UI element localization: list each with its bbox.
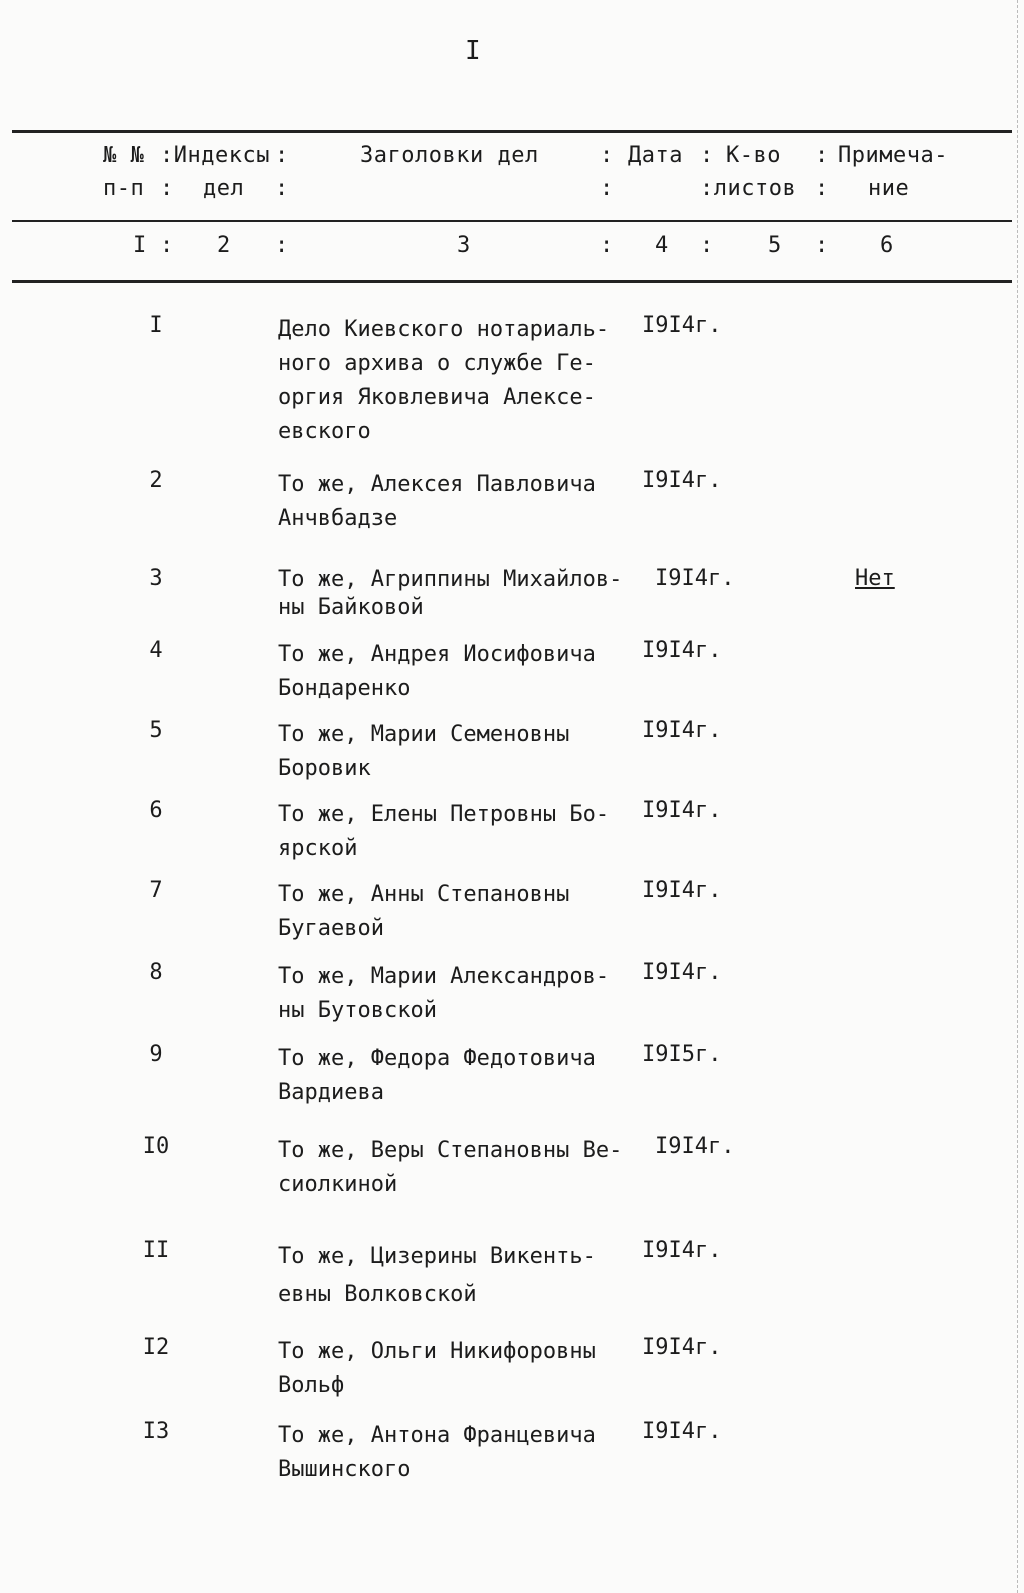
col-number: 4	[655, 233, 669, 258]
title-line: То же, Анны Степановны	[278, 882, 570, 907]
row-title	[278, 1042, 658, 1110]
col-number: 5	[768, 233, 782, 258]
title-line: Анчвбадзе	[278, 506, 398, 531]
title-line: То же, Цизерины Викенть-	[278, 1244, 596, 1269]
row-date: I9I4г.	[642, 878, 722, 903]
title-line: Боровик	[278, 756, 371, 781]
title-line: ны Бутовской	[278, 998, 437, 1023]
header-sep: :	[600, 176, 614, 201]
title-line: ярской	[278, 836, 358, 861]
row-number: I3	[142, 1419, 170, 1444]
header-index-sub: дел	[203, 176, 245, 201]
row-date: I9I4г.	[642, 638, 722, 663]
row-date: I9I4г.	[655, 1134, 735, 1159]
title-line: Дело Киевского нотариаль-	[278, 317, 610, 342]
row-date: I9I4г.	[642, 718, 722, 743]
row-number: 8	[149, 960, 163, 985]
header-sep: :	[275, 176, 289, 201]
row-title	[278, 1335, 658, 1403]
row-title	[278, 878, 658, 946]
title-line: Бугаевой	[278, 916, 384, 941]
header-date-label: Дата	[628, 143, 683, 168]
row-number: I2	[142, 1335, 170, 1360]
row-date: I9I4г.	[642, 468, 722, 493]
row-title	[278, 313, 658, 449]
title-line: ны Байковой	[278, 595, 424, 620]
title-line: То же, Марии Семеновны	[278, 722, 570, 747]
header-sep: :	[815, 176, 829, 201]
title-line: сиолкиной	[278, 1172, 398, 1197]
col-sep: :	[815, 233, 829, 258]
title-line: евского	[278, 419, 371, 444]
header-sep: :	[700, 143, 714, 168]
col-number: 3	[457, 233, 471, 258]
title-line: Бондаренко	[278, 676, 411, 701]
title-line: То же, Федора Федотовича	[278, 1046, 596, 1071]
row-title	[278, 638, 658, 706]
row-date: I9I4г.	[642, 1238, 722, 1263]
header-middle-rule	[12, 220, 1012, 222]
row-title	[278, 1134, 658, 1202]
title-line: Вышинского	[278, 1457, 411, 1482]
header-sep: :	[275, 143, 289, 168]
row-number: 4	[149, 638, 163, 663]
row-date: I9I4г.	[642, 1335, 722, 1360]
header-note-sub: ние	[868, 176, 910, 201]
col-sep: :	[275, 233, 289, 258]
title-line: То же, Марии Александров-	[278, 964, 610, 989]
row-title	[278, 1238, 658, 1314]
row-title	[278, 798, 658, 866]
row-date: I9I5г.	[642, 1042, 722, 1067]
row-number: II	[142, 1238, 170, 1263]
row-number: I	[149, 313, 163, 338]
title-line: То же, Ольги Никифоровны	[278, 1339, 596, 1364]
header-count-sub: :листов	[700, 176, 797, 201]
header-count-label: К-во	[726, 143, 781, 168]
page-number: I	[465, 36, 481, 66]
header-num-label: № №	[103, 143, 145, 168]
header-title-label: Заголовки дел	[360, 143, 539, 168]
row-title	[278, 1419, 658, 1487]
row-title	[278, 566, 658, 622]
row-number: 7	[149, 878, 163, 903]
row-number: 3	[149, 566, 163, 591]
row-title	[278, 960, 658, 1028]
header-sep: :	[815, 143, 829, 168]
header-note-label: Примеча-	[838, 143, 948, 168]
row-date: I9I4г.	[642, 960, 722, 985]
row-note: Нет	[855, 566, 895, 591]
row-title	[278, 468, 658, 536]
header-num-sub: п-п	[103, 176, 145, 201]
row-number: I0	[142, 1134, 170, 1159]
row-number: 2	[149, 468, 163, 493]
title-line: То же, Агриппины Михайлов-	[278, 567, 623, 592]
header-bottom-rule	[12, 280, 1012, 283]
header-top-rule	[12, 130, 1012, 133]
col-number: I	[133, 233, 147, 258]
page-edge	[1017, 0, 1024, 1593]
row-number: 5	[149, 718, 163, 743]
title-line: То же, Алексея Павловича	[278, 472, 596, 497]
title-line: ного архива о службе Ге-	[278, 351, 596, 376]
row-date: I9I4г.	[642, 1419, 722, 1444]
row-number: 6	[149, 798, 163, 823]
col-number: 6	[880, 233, 894, 258]
col-sep: :	[160, 233, 174, 258]
col-number: 2	[217, 233, 231, 258]
row-date: I9I4г.	[642, 798, 722, 823]
row-number: 9	[149, 1042, 163, 1067]
col-sep: :	[600, 233, 614, 258]
title-line: Вольф	[278, 1373, 345, 1398]
col-sep: :	[700, 233, 714, 258]
header-sep: :	[600, 143, 614, 168]
row-title	[278, 718, 658, 786]
row-date: I9I4г.	[642, 313, 722, 338]
title-line: евны Волковской	[278, 1282, 477, 1307]
title-line: То же, Андрея Иосифовича	[278, 642, 596, 667]
title-line: То же, Веры Степановны Ве-	[278, 1138, 623, 1163]
header-sep: :	[160, 176, 174, 201]
title-line: оргия Яковлевича Алексе-	[278, 385, 596, 410]
title-line: То же, Елены Петровны Бо-	[278, 802, 610, 827]
title-line: То же, Антона Францевича	[278, 1423, 596, 1448]
header-index-label: :Индексы	[160, 143, 270, 168]
title-line: Вардиева	[278, 1080, 384, 1105]
row-date: I9I4г.	[655, 566, 735, 591]
